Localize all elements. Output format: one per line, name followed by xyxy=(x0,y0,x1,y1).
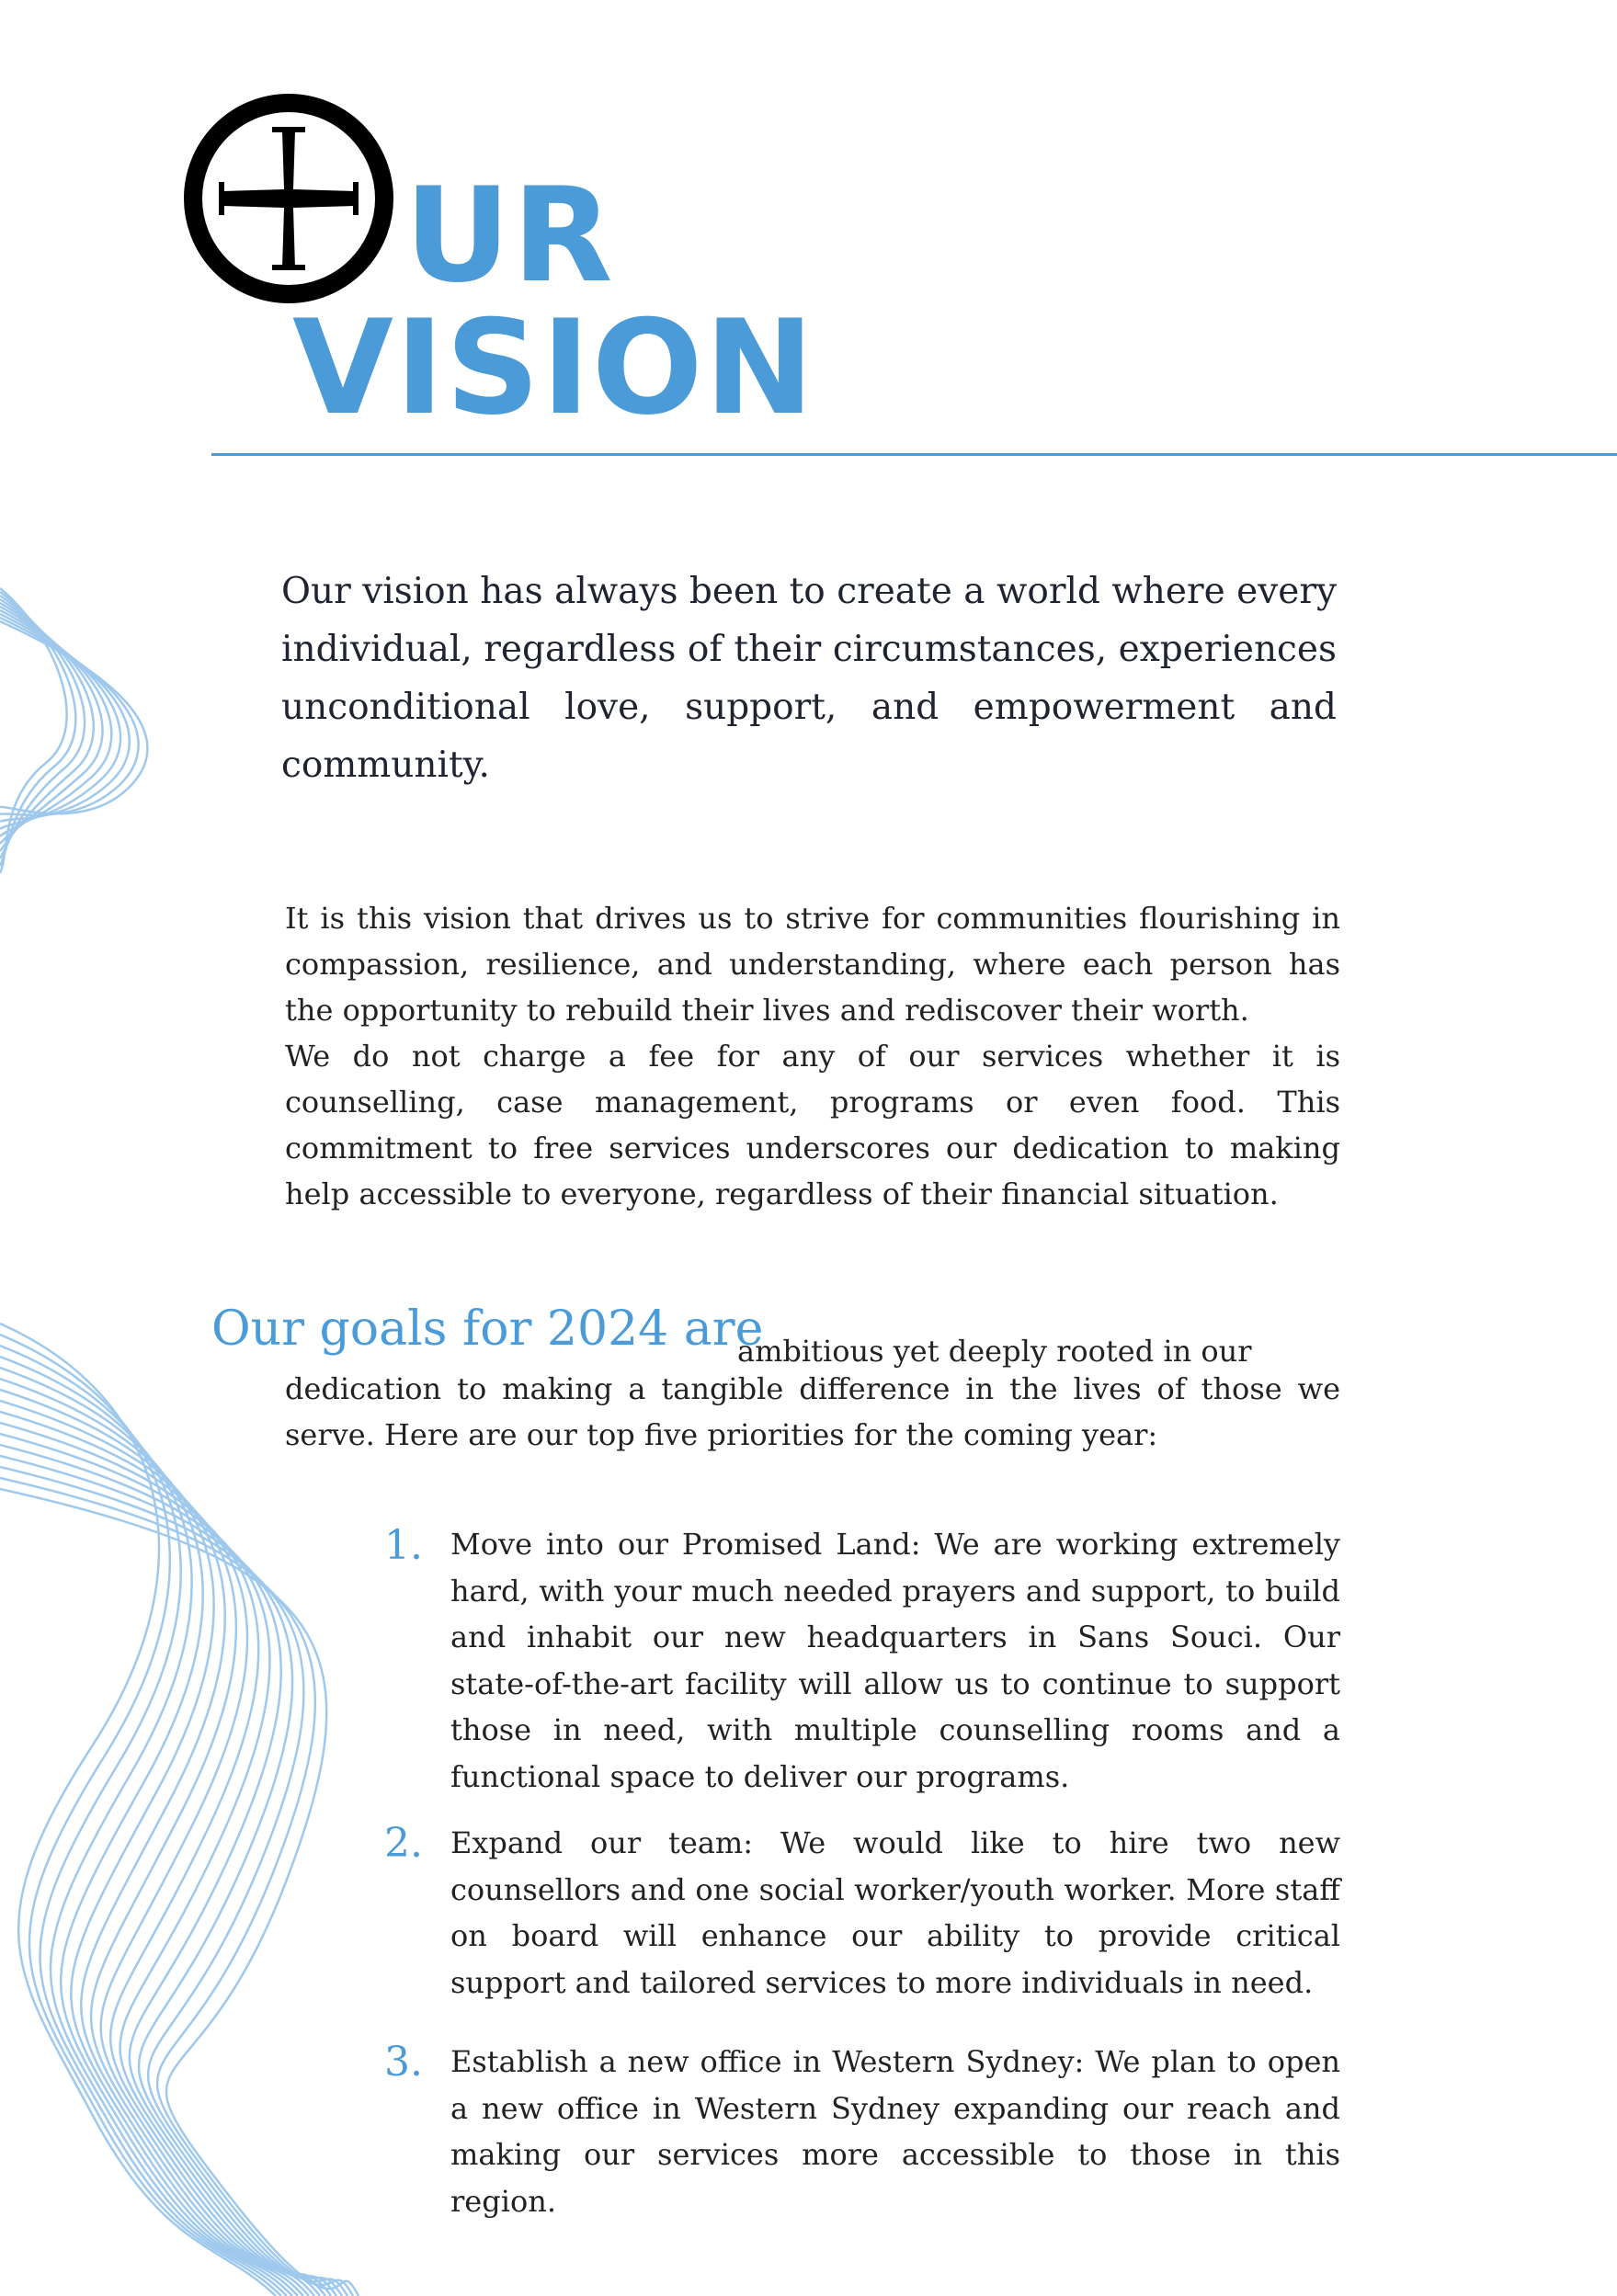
title-divider xyxy=(211,453,1617,456)
wave-line xyxy=(0,1335,281,2296)
goals-intro: dedication to making a tangible difference in the lives of those we serve. Here are our top five priorities for the coming year: xyxy=(285,1371,1340,1452)
goal-text: Expand our team: We would like to hire two new counsellors and one social worker/youth worker. More staff on board will enhance our ability to provide critical support and tailored services to more individuals in need. xyxy=(450,1825,1340,2000)
goal-text: Establish a new office in Western Sydney: We plan to open a new office in Western Sydney expanding our reach and making our services more accessible to those in this region. xyxy=(450,2044,1340,2219)
body-paragraph-2: We do not charge a fee for any of our services whether it is counselling, case management, programs or even food. This commitment to free services underscores our dedication to making help accessible to everyone, regardless of their financial situation. xyxy=(285,1039,1340,1211)
wave-line xyxy=(0,1379,303,2296)
goal-text: Move into our Promised Land: We are working extremely hard, with your much needed prayers and support, to build and inhabit our new headquarters in Sans Souci. Our state-of-the-art facility will allow us to continue to support those in need, with multiple counselling rooms and a functional space to deliver our programs. xyxy=(450,1527,1340,1794)
wave-line xyxy=(0,1489,359,2296)
goal-number: 3. xyxy=(384,2039,423,2086)
body-paragraph-1: It is this vision that drives us to strive for communities flourishing in compassion, resilience, and understanding, where each person has the opportunity to rebuild their lives and rediscover their worth. xyxy=(285,901,1340,1028)
goal-number: 1. xyxy=(384,1522,423,1569)
vision-statement: Our vision has always been to create a world where every individual, regardless of their circumstances, experiences unconditional love, support, and empowerment and community. xyxy=(281,571,1337,786)
goals-intro-first-line: ambitious yet deeply rooted in our xyxy=(737,1334,1252,1369)
page-title-line2: VISION xyxy=(292,292,816,444)
wave-lines-bottom xyxy=(0,1324,359,2296)
wave-line xyxy=(0,1390,309,2296)
wave-line xyxy=(0,1456,342,2296)
page-title-line1: UR xyxy=(404,160,615,312)
cross-in-circle-icon xyxy=(180,90,397,307)
goals-heading: Our goals for 2024 are xyxy=(211,1301,764,1357)
wave-lines-top xyxy=(0,588,147,873)
goal-number: 2. xyxy=(384,1820,423,1867)
